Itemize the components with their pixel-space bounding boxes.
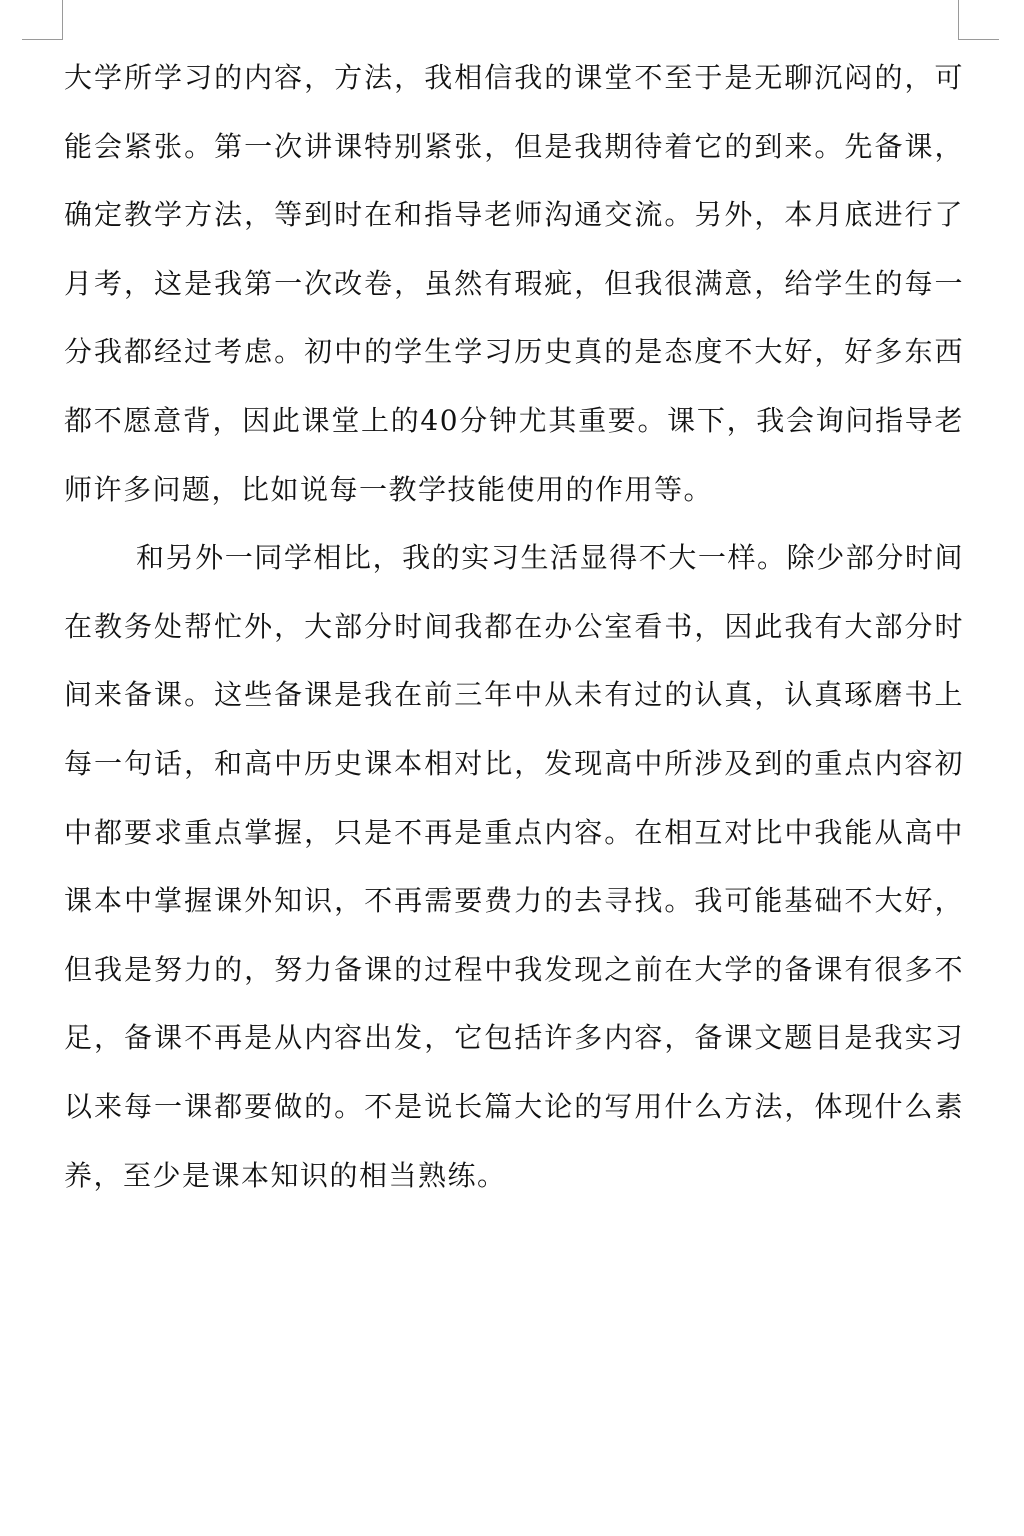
- text-line: 养，至少是课本知识的相当熟练。: [64, 1158, 507, 1192]
- text-line: 分我都经过考虑。初中的学生学习历史真的是态度不大好，好多东西: [64, 335, 964, 369]
- crop-mark-top-right-vertical: [958, 0, 959, 40]
- text-line: 以来每一课都要做的。不是说长篇大论的写用什么方法，体现什么素: [64, 1089, 964, 1123]
- text-line: 确定教学方法，等到时在和指导老师沟通交流。另外，本月底进行了: [64, 198, 964, 232]
- text-line: 能会紧张。第一次讲课特别紧张，但是我期待着它的到来。先备课，: [64, 129, 964, 163]
- text-line: 月考，这是我第一次改卷，虽然有瑕疵，但我很满意，给学生的每一: [64, 266, 964, 300]
- paragraph-1: [64, 44, 964, 524]
- crop-mark-top-left-vertical: [62, 0, 63, 40]
- text-line: 间来备课。这些备课是我在前三年中从未有过的认真，认真琢磨书上: [64, 678, 964, 712]
- body-text: [64, 44, 964, 1210]
- paragraph-2: [64, 524, 964, 1210]
- crop-mark-top-right-horizontal: [958, 39, 999, 40]
- text-line: 每一句话，和高中历史课本相对比，发现高中所涉及到的重点内容初: [64, 746, 964, 780]
- crop-mark-top-left-horizontal: [22, 39, 63, 40]
- text-line: 足，备课不再是从内容出发，它包括许多内容，备课文题目是我实习: [64, 1021, 964, 1055]
- text-line: 中都要求重点掌握，只是不再是重点内容。在相互对比中我能从高中: [64, 815, 964, 849]
- text-line: 课本中掌握课外知识，不再需要费力的去寻找。我可能基础不大好，: [64, 884, 964, 918]
- text-line: 大学所学习的内容，方法，我相信我的课堂不至于是无聊沉闷的，可: [64, 61, 964, 94]
- text-line: 都不愿意背，因此课堂上的40分钟尤其重要。课下，我会询问指导老: [64, 403, 964, 437]
- text-line: 但我是努力的，努力备课的过程中我发现之前在大学的备课有很多不: [64, 952, 964, 986]
- text-line: 师许多问题，比如说每一教学技能使用的作用等。: [64, 472, 714, 506]
- text-line: 和另外一同学相比，我的实习生活显得不大一样。除少部分时间: [136, 541, 964, 575]
- text-line: 在教务处帮忙外，大部分时间我都在办公室看书，因此我有大部分时: [64, 609, 964, 643]
